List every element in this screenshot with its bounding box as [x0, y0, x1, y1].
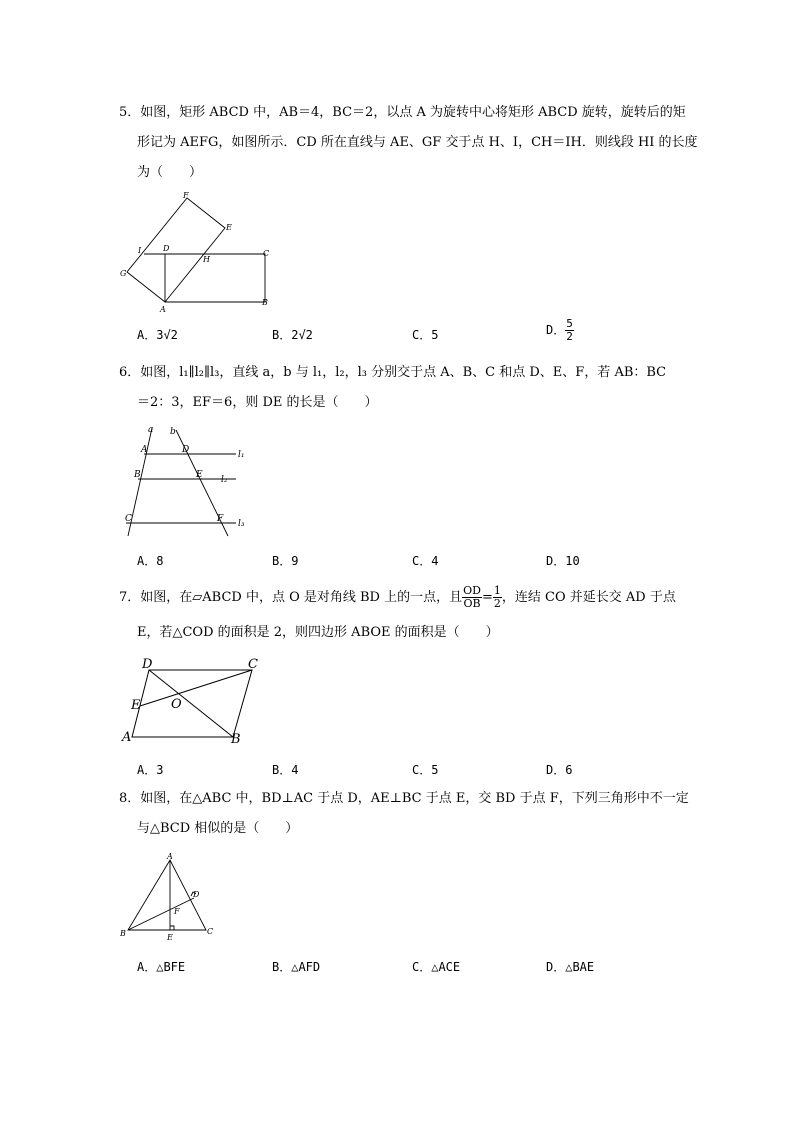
q7-option-d[interactable]: D．6	[546, 763, 573, 777]
q5-label-d: D	[163, 244, 170, 253]
q7-label-a: A	[122, 730, 132, 745]
q5-option-d[interactable]	[546, 318, 574, 343]
q5-label-i: I	[138, 246, 142, 255]
q8-label-c: C	[207, 927, 214, 936]
q7-parallelogram	[132, 670, 252, 737]
q5-rect-abcd	[165, 254, 265, 302]
q6-option-d[interactable]: D．10	[546, 554, 580, 568]
q5-option-b[interactable]: B．2√2	[272, 328, 313, 342]
q5-label-b: B	[262, 298, 268, 307]
q8-option-a[interactable]: A．△BFE	[137, 960, 186, 974]
q7-label-c: C	[248, 657, 258, 672]
q8-label-f: F	[174, 907, 180, 916]
q8-option-d[interactable]: D．△BAE	[546, 960, 595, 974]
q5-option-d-prefix: D．	[546, 323, 566, 337]
q5-figure	[115, 188, 275, 318]
q6-figure	[120, 422, 260, 542]
q5-label-h: H	[203, 255, 210, 264]
q7-label-b: B	[231, 732, 241, 747]
q6-option-b[interactable]: B．9	[272, 554, 299, 568]
q8-label-b: B	[120, 929, 126, 938]
q7-equals: =	[481, 590, 493, 605]
q6-label-l3: l₃	[238, 519, 245, 529]
q7-half-num: 1	[493, 584, 501, 597]
q5-label-f: F	[183, 191, 189, 200]
q6-label-l1: l₁	[238, 450, 245, 460]
q5-line1: 5．如图，矩形 ABCD 中，AB＝4，BC＝2，以点 A 为旋转中心将矩形 ABCD 旋转，旋转后的矩	[119, 105, 686, 120]
q5-line2: 形记为 AEFG，如图所示．CD 所在直线与 AE、GF 交于点 H、I，CH＝IH．则线段 HI 的长度	[137, 135, 698, 150]
q8-line2: 与△BCD 相似的是（ ）	[137, 821, 299, 836]
q7-label-o: O	[171, 697, 182, 712]
q5-option-a[interactable]: A．3√2	[137, 328, 178, 342]
q7-half-fraction	[493, 585, 502, 610]
q8-label-e: E	[167, 933, 173, 942]
q7-option-b[interactable]: B．4	[272, 763, 299, 777]
q7-line1-pre: 7．如图，在▱ABCD 中，点 O 是对角线 BD 上的一点，且	[119, 590, 463, 605]
q7-option-c[interactable]: C．5	[412, 763, 439, 777]
q6-label-a: A	[141, 445, 148, 455]
q6-label-e: E	[196, 470, 203, 480]
q6-label-l2: l₂	[221, 475, 228, 485]
q6-line2: ＝2：3，EF＝6，则 DE 的长是（ ）	[137, 395, 378, 410]
q6-label-b-line: b	[170, 427, 176, 437]
q7-line1	[119, 585, 676, 610]
q5-line3: 为（ ）	[137, 165, 203, 180]
q5-rect-aefg	[127, 198, 225, 302]
q5-label-e: E	[226, 223, 232, 232]
q8-option-b[interactable]: B．△AFD	[272, 960, 321, 974]
q6-option-c[interactable]: C．4	[412, 554, 439, 568]
q7-ratio-den: OB	[463, 597, 481, 610]
q6-option-a[interactable]: A．8	[137, 554, 164, 568]
q6-label-a-line: a	[148, 425, 154, 435]
q5-label-c: C	[263, 249, 270, 258]
q7-line1-post: ，连结 CO 并延长交 AD 于点	[501, 590, 676, 605]
q8-right-angle-e	[170, 926, 174, 930]
q5-label-g: G	[120, 269, 127, 278]
q7-label-e: E	[131, 698, 141, 713]
q6-label-f: F	[217, 514, 224, 524]
q5-option-d-den: 2	[566, 330, 573, 343]
q7-line2: E，若△COD 的面积是 2，则四边形 ABOE 的面积是（ ）	[137, 625, 499, 640]
q7-option-a[interactable]: A．3	[137, 763, 164, 777]
q5-label-a: A	[160, 305, 166, 314]
q5-option-d-num: 5	[566, 317, 573, 330]
q6-label-b: B	[134, 470, 141, 480]
q7-label-d: D	[142, 657, 153, 672]
q7-ratio-num: OD	[463, 584, 481, 597]
q8-label-a: A	[167, 852, 173, 861]
q7-half-den: 2	[493, 597, 501, 610]
q8-line1: 8．如图，在△ABC 中，BD⊥AC 于点 D，AE⊥BC 于点 E，交 BD 于点 F，下列三角形中不一定	[119, 791, 689, 806]
q5-option-d-fraction	[565, 318, 574, 343]
q5-option-c[interactable]: C．5	[412, 328, 439, 342]
q6-label-d: D	[182, 445, 190, 455]
q8-label-d: D	[193, 890, 200, 899]
q8-option-c[interactable]: C．△ACE	[412, 960, 461, 974]
q7-segment-ce	[140, 670, 252, 706]
q6-line1: 6．如图，l₁∥l₂∥l₃，直线 a，b 与 l₁，l₂，l₃ 分别交于点 A、B、C 和点 D、E、F，若 AB：BC	[119, 365, 667, 380]
q7-ratio-fraction	[462, 585, 482, 610]
q6-label-c: C	[125, 514, 132, 524]
q8-figure	[118, 850, 228, 942]
q7-figure	[118, 652, 268, 748]
